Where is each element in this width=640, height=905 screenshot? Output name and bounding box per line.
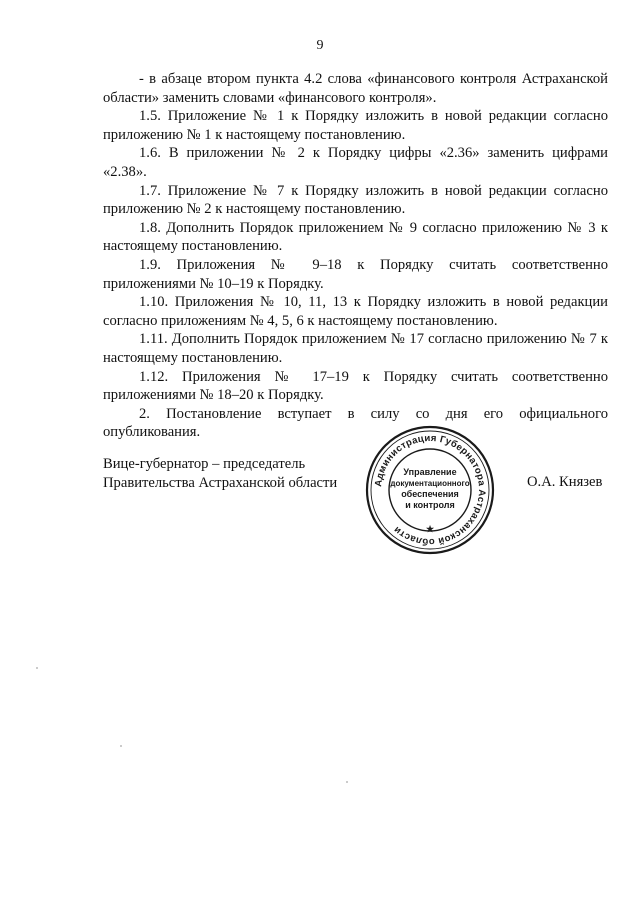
signatory-name: О.А. Князев — [527, 474, 603, 490]
paragraph: 1.7. Приложение № 7 к Порядку изложить в новой редакции согласно приложению № 2 к настоящему постановлению. — [103, 182, 608, 218]
seal-center-text: документационного — [390, 479, 470, 488]
page-number: 9 — [316, 38, 324, 53]
seal-center-text: обеспечения — [401, 489, 459, 499]
paragraph: 1.11. Дополнить Порядок приложением № 17 согласно приложению № 7 к настоящему постановлению. — [103, 331, 608, 366]
seal-star-icon: ★ — [425, 524, 435, 534]
paragraph: 1.12. Приложения № 17–19 к Порядку считать соответственно приложениями № 18–20 к Порядку. — [103, 368, 608, 404]
seal-ring-text: Администрация Губернатора Астраханской области — [373, 432, 488, 548]
official-seal — [362, 422, 498, 558]
paragraph: 1.10. Приложения № 10, 11, 13 к Порядку изложить в новой редакции согласно приложениям № 4, 5, 6 к настоящему постановлению. — [103, 294, 608, 329]
scan-speck — [36, 667, 38, 669]
seal-center-text: Управление — [403, 467, 457, 477]
signatory-title — [103, 455, 337, 492]
paragraph: 1.8. Дополнить Порядок приложением № 9 согласно приложению № 3 к настоящему постановлению. — [103, 219, 608, 255]
signatory-title-line: Правительства Астраханской области — [103, 474, 338, 491]
seal-center-text: и контроля — [405, 500, 455, 510]
scan-speck — [120, 745, 122, 747]
paragraph: 1.5. Приложение № 1 к Порядку изложить в новой редакции согласно приложению № 1 к настоящему постановлению. — [103, 108, 608, 143]
scan-speck — [346, 781, 348, 783]
paragraph: 2. Постановление вступает в силу со дня его официального опубликования. — [103, 405, 608, 441]
signatory-title-line: Вице-губернатор – председатель — [103, 456, 306, 472]
seal-graphic — [362, 422, 498, 558]
paragraph: 1.6. В приложении № 2 к Порядку цифры «2.36» заменить цифрами «2.38». — [103, 145, 608, 180]
paragraph: 1.9. Приложения № 9–18 к Порядку считать соответственно приложениями № 10–19 к Порядку. — [103, 256, 608, 292]
document-body — [103, 70, 608, 442]
paragraph: - в абзаце втором пункта 4.2 слова «финансового контроля Астраханской области» заменить словами «финансового контроля». — [103, 71, 608, 106]
